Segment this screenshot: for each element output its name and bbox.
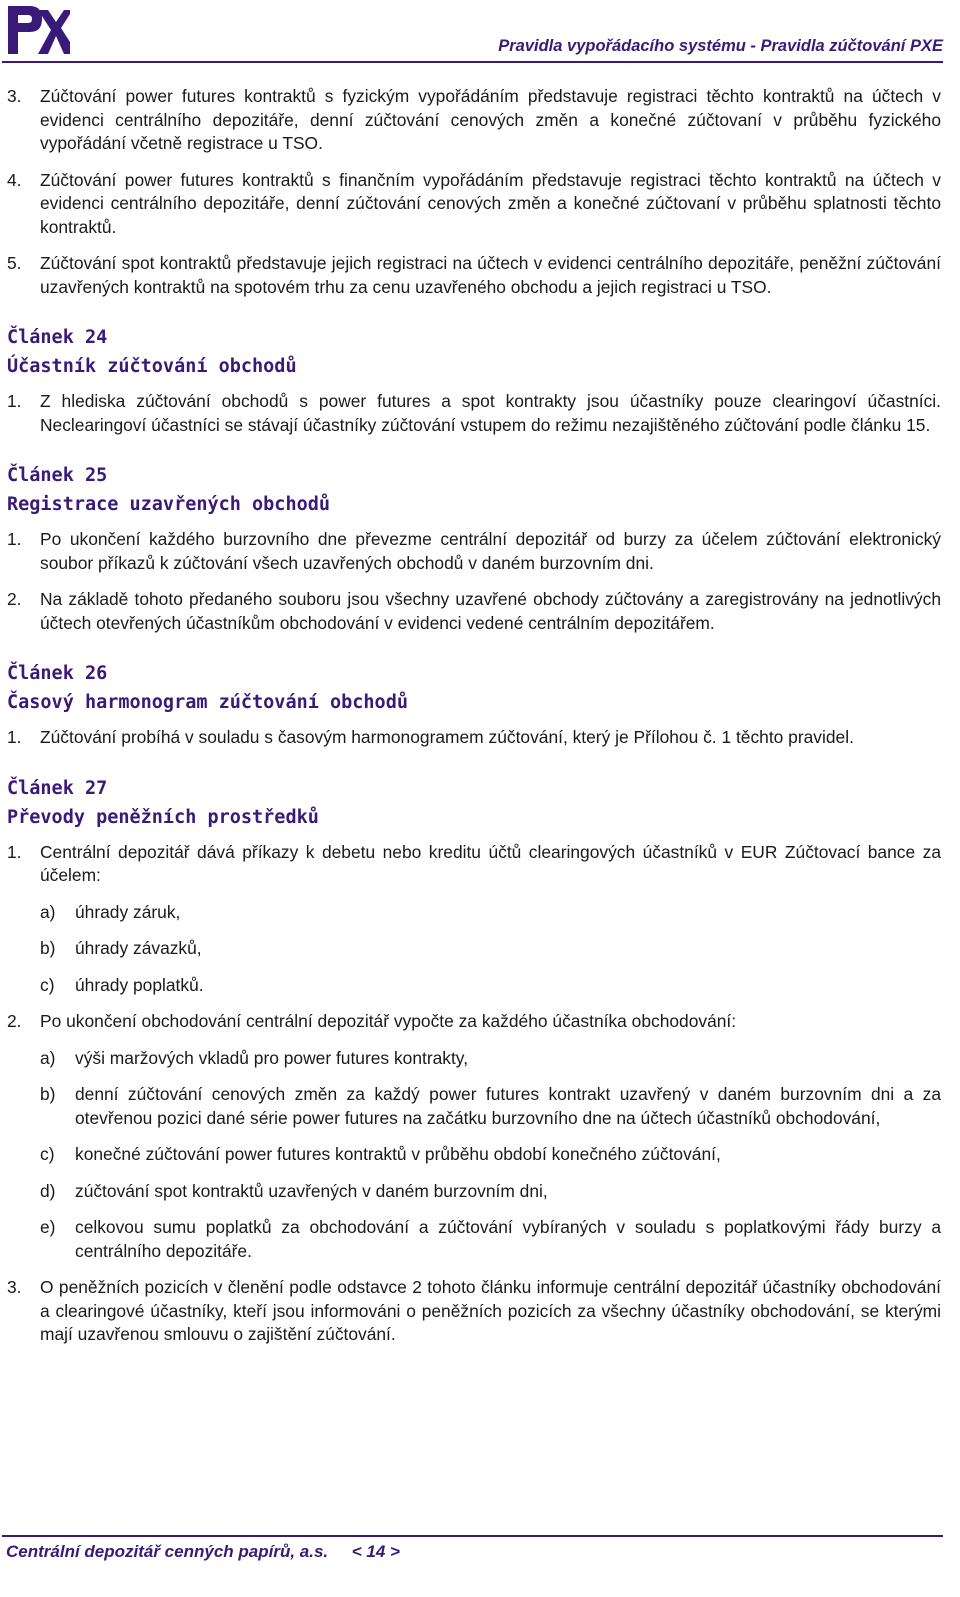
article-27-item-2 (7, 1010, 941, 1034)
subitem-text: úhrady závazků, (75, 938, 202, 958)
article-27-subitem-2c (40, 1143, 941, 1167)
header-divider (2, 61, 943, 63)
article-24-number: Článek 24 (7, 327, 108, 348)
item-text: Po ukončení každého burzovního dne převezme centrální depozitář od burzy za účelem zúčtování elektronický soubor příkazů k zúčtování všech uzavřených obchodů v daném burzovním dni. (40, 529, 941, 573)
item-number: 3. (7, 86, 22, 106)
article-27-item-1 (7, 841, 941, 888)
subitem-letter: a) (40, 901, 56, 922)
article-27-title: Převody peněžních prostředků (7, 806, 319, 828)
article-26-item-1 (7, 726, 941, 750)
item-number: 2. (7, 1011, 22, 1031)
subitem-letter: c) (40, 1144, 55, 1164)
item-text: Na základě tohoto předaného souboru jsou všechny uzavřené obchody zúčtovány a zaregistrovány na jednotlivých účtech otevřených účastníkům obchodování v evidenci vedené centrálním depozitářem. (40, 589, 941, 633)
subitem-text: zúčtování spot kontraktů uzavřených v daném burzovním dni, (75, 1180, 548, 1201)
document-title: Pravidla vypořádacího systému - Pravidla zúčtování PXE (498, 37, 943, 55)
article-27-subitem-2d (40, 1180, 941, 1204)
subitem-letter: c) (40, 974, 55, 995)
item-text: Centrální depozitář dává příkazy k debetu nebo kreditu účtů clearingových účastníků v EUR Zúčtovací bance za účelem: (40, 841, 941, 885)
article-27-subitem-1c (40, 974, 941, 998)
article-25-item-2 (7, 588, 941, 635)
article-25-item-1 (7, 528, 941, 575)
item-number: 4. (7, 169, 22, 190)
item-text: Z hlediska zúčtování obchodů s power futures a spot kontrakty jsou účastníky pouze clearingoví účastníci. Neclearingoví účastníci se stávají účastníky zúčtování vstupem do režimu nezajištěného zúčtování podle článku 15. (40, 391, 941, 435)
footer-organization: Centrální depozitář cenných papírů, a.s. (6, 1542, 329, 1561)
footer-divider (2, 1535, 943, 1537)
px-logo-icon (6, 2, 70, 58)
item-number: 3. (7, 1277, 22, 1297)
article-27-item-3 (7, 1276, 941, 1347)
subitem-text: celkovou sumu poplatků za obchodování a zúčtování vybíraných v souladu s poplatkovými řády burzy a centrálního depozitáře. (75, 1217, 941, 1261)
subitem-text: výši maržových vkladů pro power futures kontrakty, (75, 1047, 469, 1068)
page-header (0, 0, 960, 64)
article-27-subitem-1a (40, 901, 941, 925)
subitem-letter: e) (40, 1217, 56, 1237)
subitem-text: úhrady záruk, (75, 901, 181, 922)
item-text: Zúčtování spot kontraktů představuje jejich registraci na účtech v evidenci centrálního depozitáře, peněžní zúčtování uzavřených kontraktů na spotovém trhu za cenu uzavřeného obchodu a jejich registraci u TSO. (40, 253, 941, 297)
subitem-letter: a) (40, 1047, 56, 1068)
subitem-text: konečné zúčtování power futures kontraktů v průběhu období konečného zúčtování, (75, 1144, 721, 1164)
article-26-title: Časový harmonogram zúčtování obchodů (7, 692, 408, 713)
article-27-number: Článek 27 (7, 777, 108, 799)
document-body (7, 85, 941, 1360)
article-24-title: Účastník zúčtování obchodů (7, 356, 297, 377)
item-number: 1. (7, 841, 22, 862)
article-27-subitem-2e (40, 1216, 941, 1263)
page-footer (6, 1542, 400, 1562)
article-27-subitem-1b (40, 937, 941, 961)
article-25-number: Článek 25 (7, 465, 108, 486)
article-25-title: Registrace uzavřených obchodů (7, 494, 331, 515)
subitem-letter: d) (40, 1180, 56, 1201)
item-number: 1. (7, 529, 22, 549)
item-number: 1. (7, 391, 22, 411)
item-text: Zúčtování probíhá v souladu s časovým harmonogramem zúčtování, který je Přílohou č. 1 těchto pravidel. (40, 727, 854, 747)
item-text: Zúčtování power futures kontraktů s finančním vypořádáním představuje registraci těchto kontraktů na účtech v evidenci centrálního depozitáře, denní zúčtování cenových změn a konečné zúčtovaní v průběhu splatnosti těchto kontraktů. (40, 169, 941, 237)
intro-item-5 (7, 252, 941, 299)
subitem-letter: b) (40, 1084, 56, 1104)
article-27-subitem-2a (40, 1047, 941, 1071)
subitem-text: denní zúčtování cenových změn za každý power futures kontrakt uzavřený v daném burzovním dni a za otevřenou pozici dané série power futures na začátku burzovního dne na účtech účastníků obchodování, (75, 1084, 941, 1128)
item-text: O peněžních pozicích v členění podle odstavce 2 tohoto článku informuje centrální depozitář účastníky obchodování a clearingové účastníky, kteří jsou informováni o peněžních pozicích za všechny účastníky obchodování, se kterými mají uzavřenou smlouvu o zajištění zúčtování. (40, 1277, 941, 1344)
item-number: 2. (7, 589, 22, 609)
item-number: 5. (7, 253, 22, 273)
item-number: 1. (7, 727, 22, 747)
subitem-text: úhrady poplatků. (75, 974, 204, 995)
intro-item-4 (7, 169, 941, 240)
article-24-item-1 (7, 390, 941, 437)
item-text: Po ukončení obchodování centrální depozitář vypočte za každého účastníka obchodování: (40, 1011, 737, 1031)
intro-item-3 (7, 85, 941, 156)
page-number: < 14 > (351, 1542, 400, 1561)
article-26-number: Článek 26 (7, 663, 108, 684)
article-27-subitem-2b (40, 1083, 941, 1130)
item-text: Zúčtování power futures kontraktů s fyzickým vypořádáním představuje registraci těchto kontraktů na účtech v evidenci centrálního depozitáře, denní zúčtování cenových změn a konečné zúčtovaní v průběhu fyzického vypořádání včetně registrace u TSO. (40, 86, 941, 153)
subitem-letter: b) (40, 938, 56, 958)
